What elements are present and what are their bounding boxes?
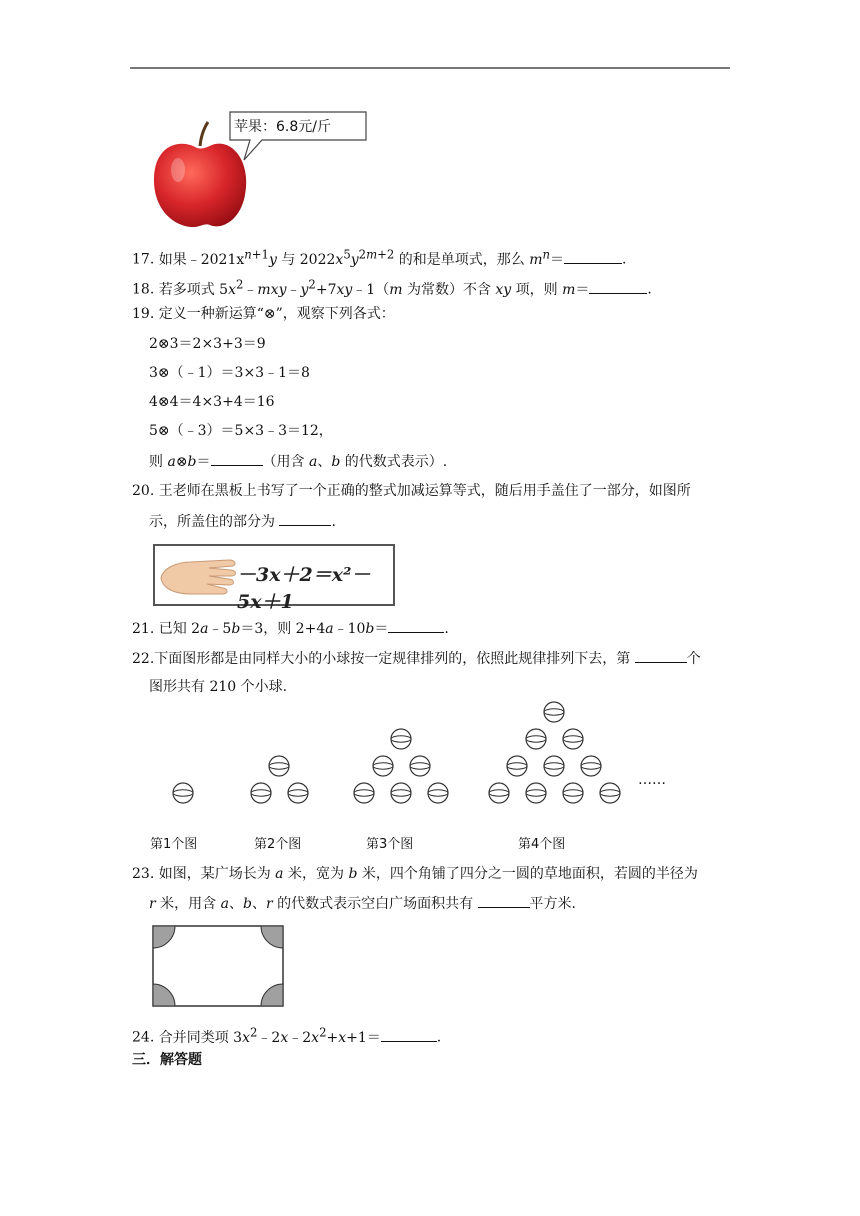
ball-figure-4 xyxy=(506,755,528,777)
apple-figure xyxy=(150,110,370,235)
ball-figure-3 xyxy=(372,755,394,777)
plaza-diagram xyxy=(152,925,284,1007)
answer-blank[interactable] xyxy=(478,893,530,908)
question-22 xyxy=(132,648,701,669)
q19-line-2: 3⊗（﹣1）＝3×3﹣1＝8 xyxy=(149,365,310,381)
equation-text: －3x＋2＝x²－5x＋1 xyxy=(237,564,371,613)
question-23 xyxy=(132,864,698,884)
ball-figure-3 xyxy=(353,782,375,804)
question-19 xyxy=(132,304,395,324)
question-number: 24. xyxy=(132,1029,155,1046)
question-text-line2: 示，所盖住的部分为 xyxy=(149,514,275,530)
question-20 xyxy=(132,481,691,501)
ellipsis: …… xyxy=(638,772,666,788)
question-number: 18. xyxy=(132,281,155,298)
question-21: 21. 已知 2a﹣5b＝3，则 2+4a﹣10b＝ . xyxy=(132,618,449,639)
q19-line-1: 2⊗3＝2×3+3＝9 xyxy=(149,336,266,352)
hand-icon xyxy=(157,548,239,602)
question-text-line2-end: 平方米. xyxy=(529,896,576,912)
question-text: 已知 2a﹣5b＝3，则 2+4a﹣10b＝ xyxy=(158,621,389,637)
ball-figure-2 xyxy=(268,755,290,777)
caption-figure-1: 第1个图 xyxy=(150,837,198,852)
apple-price-label: 苹果：6.8元/斤 xyxy=(234,119,331,135)
answer-blank[interactable] xyxy=(381,1027,437,1042)
question-17: 17. 如果$﹣2021x^{n+1}y$ 与 $2022x^5y^{2m+2}$ 的和是单项式，那么 $m^n=$ . xyxy=(132,247,627,268)
ball-figure-3 xyxy=(427,782,449,804)
q19-line-4: 5⊗（﹣3）＝5×3﹣3＝12， xyxy=(149,423,333,439)
question-number: 17. xyxy=(132,251,155,268)
question-number: 20. xyxy=(132,483,155,499)
ball-figure-3 xyxy=(390,728,412,750)
ball-figure-1 xyxy=(172,782,194,804)
ball-figure-4 xyxy=(525,782,547,804)
question-text-line1: 下面图形都是由同样大小的小球按一定规律排列的，依照此规律排列下去，第 xyxy=(154,651,631,667)
caption-figure-4: 第4个图 xyxy=(518,837,566,852)
ball-figure-2 xyxy=(287,782,309,804)
ball-figure-4 xyxy=(488,782,510,804)
caption-figure-3: 第3个图 xyxy=(366,837,414,852)
question-number: 23. xyxy=(132,866,155,882)
question-23-line2 xyxy=(149,893,576,914)
answer-blank[interactable] xyxy=(635,648,687,663)
question-22-line2: 图形共有 210 个小球. xyxy=(149,679,288,695)
ball-figure-4 xyxy=(580,755,602,777)
answer-blank[interactable] xyxy=(211,451,263,466)
question-text-line2: r 米，用含 a、b、r 的代数式表示空白广场面积共有 xyxy=(149,896,474,912)
question-number: 21. xyxy=(132,621,155,637)
question-text-line1: 如图，某广场长为 a 米，宽为 b 米，四个角铺了四分之一圆的草地面积，若圆的半径为 xyxy=(158,866,698,882)
ball-figure-4 xyxy=(543,755,565,777)
answer-blank[interactable] xyxy=(564,249,622,264)
answer-blank[interactable] xyxy=(388,618,444,633)
question-intro: 定义一种新运算“⊗”，观察下列各式： xyxy=(158,306,395,322)
ball-figure-4 xyxy=(562,782,584,804)
q19-ask-pre: 则 a⊗b＝ xyxy=(149,454,211,470)
question-number: 19. xyxy=(132,306,155,322)
square-grass-figure xyxy=(152,925,284,1007)
question-number: 22. xyxy=(132,651,155,667)
section-title: 三．解答题 xyxy=(132,1052,202,1068)
ball-figure-3 xyxy=(409,755,431,777)
ball-figure-3 xyxy=(390,782,412,804)
header-rule xyxy=(130,67,730,69)
q19-line-3: 4⊗4＝4×3+4＝16 xyxy=(149,394,275,410)
ball-figure-2 xyxy=(250,782,272,804)
question-18: 18. 若多项式 $5x^2﹣mxy﹣y^2+7xy﹣1(m$ 为常数）不含 xy 项，则 m＝ . xyxy=(132,277,652,298)
caption-figure-2: 第2个图 xyxy=(254,837,302,852)
hand-equation-figure xyxy=(153,544,395,613)
question-text-line1: 王老师在黑板上书写了一个正确的整式加减运算等式，随后用手盖住了一部分，如图所 xyxy=(158,483,691,499)
q19-ask xyxy=(149,451,447,472)
question-text: 如果$﹣2021x^{n+1}y$ 与 $2022x^5y^{2m+2}$ 的和是单项式，那么 $m^n=$ xyxy=(158,247,565,268)
question-24: 24. 合并同类项 $3x^2﹣2x﹣2x^2+x+1=$ . xyxy=(132,1025,442,1046)
question-text: 合并同类项 $3x^2﹣2x﹣2x^2+x+1=$ xyxy=(158,1025,381,1046)
question-text: 若多项式 $5x^2﹣mxy﹣y^2+7xy﹣1(m$ 为常数）不含 xy 项，则 m＝ xyxy=(158,277,590,298)
answer-blank[interactable] xyxy=(589,279,647,294)
ball-figure-4 xyxy=(599,782,621,804)
ball-figure-4 xyxy=(543,701,565,723)
answer-blank[interactable] xyxy=(279,511,331,526)
q19-ask-post: （用含 a、b 的代数式表示）. xyxy=(262,454,448,470)
ball-figure-4 xyxy=(525,728,547,750)
question-20-line2: 示，所盖住的部分为 . xyxy=(149,511,336,532)
ball-figure-4 xyxy=(562,728,584,750)
question-text-line1-end: 个 xyxy=(686,651,701,667)
